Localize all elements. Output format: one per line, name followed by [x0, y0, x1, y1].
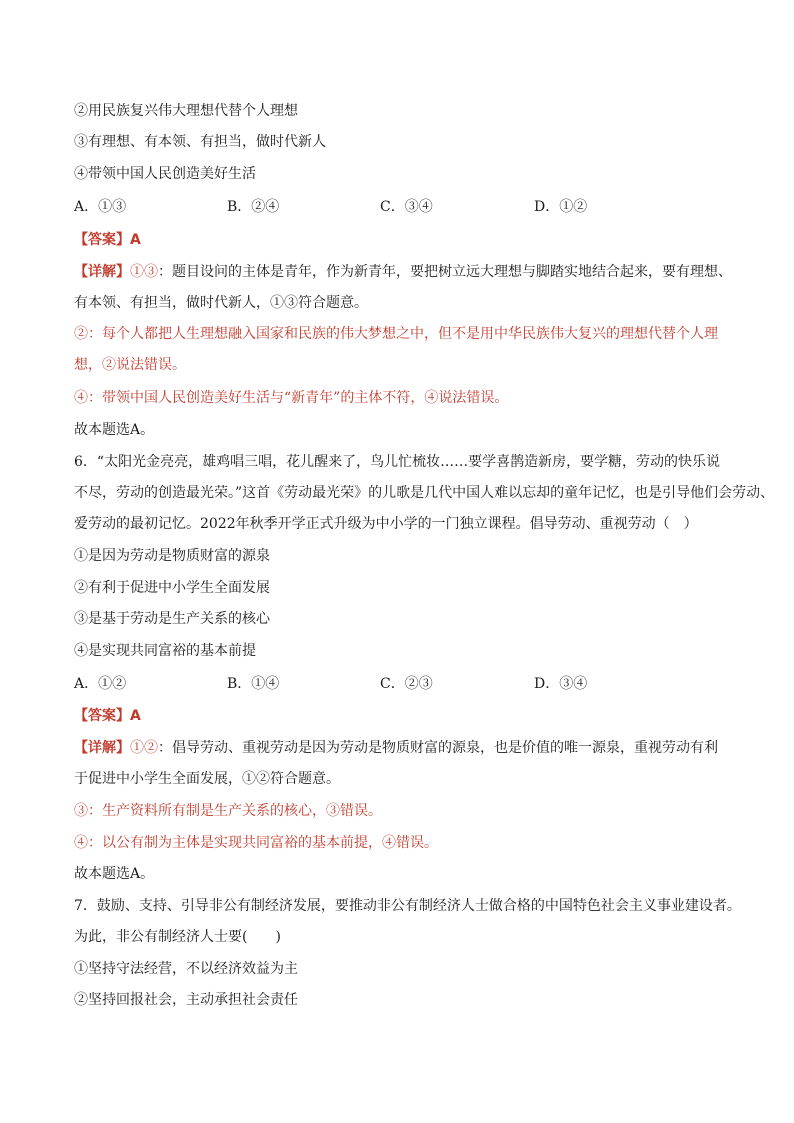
q6-detail-line-2: 于促进中小学生全面发展，①②符合题意。 [74, 771, 340, 787]
detail-text: ：题目设问的主体是青年，作为新青年，要把树立远大理想与脚踏实地结合起来，要有理想、 [158, 264, 732, 280]
q5-item-3: ③有理想、有本领、有担当，做时代新人 [74, 134, 326, 150]
q6-conclusion: 故本题选A。 [74, 866, 155, 882]
q7-item-2: ②坚持回报社会，主动承担社会责任 [74, 992, 298, 1008]
q6-option-d: D．③④ [534, 676, 588, 692]
answer-value: A [130, 232, 141, 248]
detail-tag: 【详解】 [74, 264, 130, 280]
q6-item-3: ③是基于劳动是生产关系的核心 [74, 611, 270, 627]
detail-red-marker: ①③ [130, 264, 158, 280]
q7-stem-line-1: 7．鼓励、支持、引导非公有制经济发展，要推动非公有制经济人士做合格的中国特色社会主义事业建设者。 [74, 898, 741, 914]
answer-value: A [130, 708, 141, 724]
q5-detail-line-3: ②：每个人都把人生理想融入国家和民族的伟大梦想之中，但不是用中华民族伟大复兴的理想代替个人理 [74, 326, 718, 342]
q5-conclusion: 故本题选A。 [74, 422, 155, 438]
answer-tag: 【答案】 [74, 232, 130, 248]
q5-answer-line [74, 230, 141, 250]
q6-item-1: ①是因为劳动是物质财富的源泉 [74, 548, 270, 564]
q6-option-b: B．①④ [227, 676, 280, 692]
detail-red-marker: ①② [130, 740, 158, 756]
q7-stem-line-2: 为此，非公有制经济人士要( ) [74, 929, 281, 945]
q7-item-1: ①坚持守法经营，不以经济效益为主 [74, 961, 298, 977]
q5-option-d: D．①② [534, 199, 588, 215]
q5-detail-line-2: 有本领、有担当，做时代新人，①③符合题意。 [74, 295, 368, 311]
q6-option-c: C．②③ [380, 676, 433, 692]
q5-detail-line-4: 想，②说法错误。 [74, 357, 186, 373]
q6-item-2: ②有利于促进中小学生全面发展 [74, 580, 270, 596]
q6-stem-line-3: 爱劳动的最初记忆。2022年秋季开学正式升级为中小学的一门独立课程。倡导劳动、重视劳动（ ） [74, 516, 698, 532]
q5-detail-line-5: ④：带领中国人民创造美好生活与“新青年”的主体不符，④说法错误。 [74, 390, 509, 406]
q6-answer-line [74, 706, 141, 726]
q5-option-a: A．①③ [74, 199, 127, 215]
q6-option-a: A．①② [74, 676, 127, 692]
q6-stem-line-2: 不尽，劳动的创造最光荣。”这首《劳动最光荣》的儿歌是几代中国人难以忘却的童年记忆，也是引导他们会劳动、 [74, 485, 775, 501]
q5-option-b: B．②④ [227, 199, 280, 215]
q6-detail-line-4: ④：以公有制为主体是实现共同富裕的基本前提，④错误。 [74, 835, 438, 851]
q5-item-2: ②用民族复兴伟大理想代替个人理想 [74, 103, 298, 119]
q6-item-4: ④是实现共同富裕的基本前提 [74, 643, 256, 659]
detail-tag: 【详解】 [74, 740, 130, 756]
q5-option-c: C．③④ [380, 199, 433, 215]
q5-detail-line-1 [74, 262, 732, 282]
answer-tag: 【答案】 [74, 708, 130, 724]
q6-detail-line-1 [74, 738, 718, 758]
q5-item-4: ④带领中国人民创造美好生活 [74, 166, 256, 182]
q6-detail-line-3: ③：生产资料所有制是生产关系的核心，③错误。 [74, 803, 382, 819]
q6-stem-line-1: 6．“太阳光金亮亮，雄鸡唱三唱，花儿醒来了，鸟儿忙梳妆……要学喜鹊造新房，要学糖，劳动的快乐说 [74, 454, 721, 470]
detail-text: ：倡导劳动、重视劳动是因为劳动是物质财富的源泉，也是价值的唯一源泉，重视劳动有利 [158, 740, 718, 756]
